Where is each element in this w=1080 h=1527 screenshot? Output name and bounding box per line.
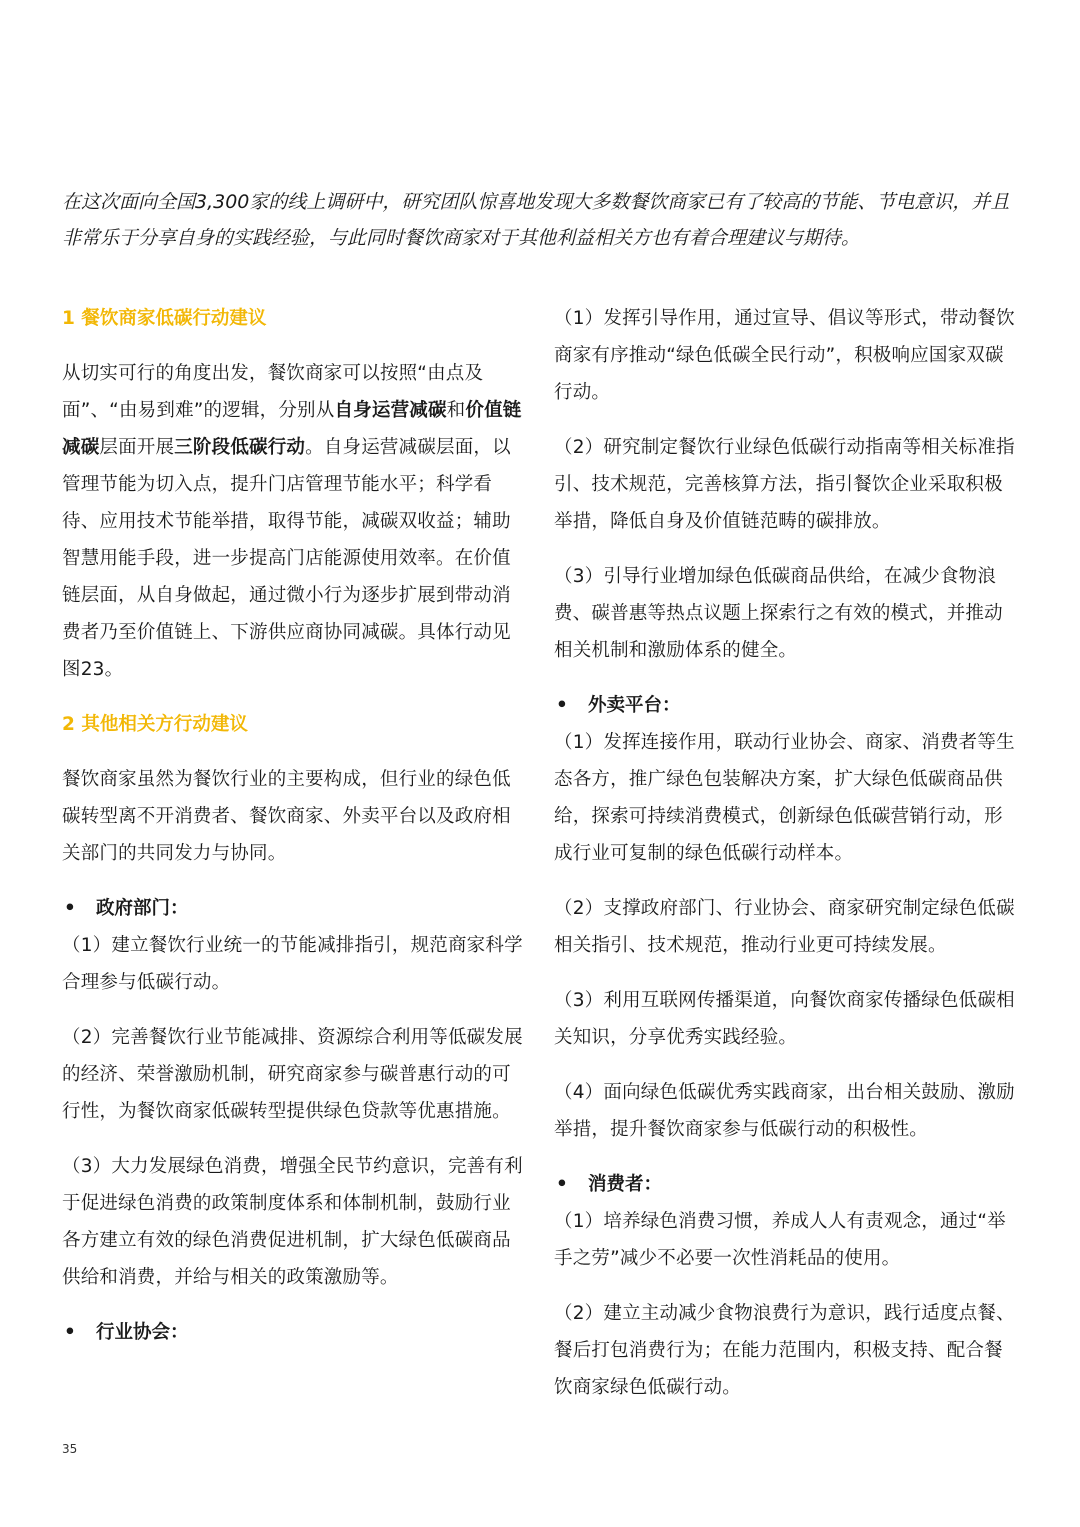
section-1-paragraph: 从切实可行的角度出发，餐饮商家可以按照“由点及面”、“由易到难”的逻辑，分别从自身运营减碳和价值链减碳层面开展三阶段低碳行动。自身运营减碳层面，以管理节能为切入点，提升门店管理节能水平；科学看待、应用技术节能举措，取得节能，减碳双收益；辅助智慧用能手段，进一步提高门店能源使用效率。在价值链层面，从自身做起，通过微小行为逐步扩展到带动消费者乃至价值链上、下游供应商协同减碳。具体行动见图23。 (62, 363, 522, 680)
section-heading-2: 2 其他相关方行动建议 (62, 714, 248, 735)
bullet-dot-icon: • (64, 898, 76, 919)
right-column (554, 300, 1020, 1406)
platform-item-3: （3）利用互联网传播渠道，向餐饮商家传播绿色低碳相关知识，分享优秀实践经验。 (554, 990, 1015, 1048)
government-item-3: （3）大力发展绿色消费，增强全民节约意识，完善有利于促进绿色消费的政策制度体系和体制机制，鼓励行业各方建立有效的绿色消费促进机制，扩大绿色低碳商品供给和消费，并给与相关的政策激励等。 (62, 1156, 523, 1288)
bullet-dot-icon: • (556, 695, 568, 716)
government-item-1: （1）建立餐饮行业统一的节能减排指引，规范商家科学合理参与低碳行动。 (62, 935, 523, 993)
consumer-item-2: （2）建立主动减少食物浪费行为意识，践行适度点餐、餐后打包消费行为；在能力范围内，积极支持、配合餐饮商家绿色低碳行动。 (554, 1303, 1015, 1398)
platform-item-4: （4）面向绿色低碳优秀实践商家，出台相关鼓励、激励举措，提升餐饮商家参与低碳行动的积极性。 (554, 1082, 1015, 1140)
association-item-1: （1）发挥引导作用，通过宣导、倡议等形式，带动餐饮商家有序推动“绿色低碳全民行动”，积极响应国家双碳行动。 (554, 308, 1015, 403)
platform-item-2: （2）支撑政府部门、行业协会、商家研究制定绿色低碳相关指引、技术规范，推动行业更可持续发展。 (554, 898, 1015, 956)
section-2-paragraph: 餐饮商家虽然为餐饮行业的主要构成，但行业的绿色低碳转型离不开消费者、餐饮商家、外卖平台以及政府相关部门的共同发力与协同。 (62, 769, 511, 864)
bullet-dot-icon: • (64, 1322, 76, 1343)
section-heading-1: 1 餐饮商家低碳行动建议 (62, 308, 267, 329)
association-item-2: （2）研究制定餐饮行业绿色低碳行动指南等相关标准指引、技术规范，完善核算方法，指引餐饮企业采取积极举措，降低自身及价值链范畴的碳排放。 (554, 437, 1015, 532)
page-number: 35 (62, 1442, 78, 1456)
platform-item-1: （1）发挥连接作用，联动行业协会、商家、消费者等生态各方，推广绿色包装解决方案，扩大绿色低碳商品供给，探索可持续消费模式，创新绿色低碳营销行动，形成行业可复制的绿色低碳行动样本。 (554, 732, 1015, 864)
consumer-item-1: （1）培养绿色消费习惯，养成人人有责观念，通过“举手之劳”减少不必要一次性消耗品的使用。 (554, 1211, 1006, 1269)
intro-paragraph: 在这次面向全国3,300家的线上调研中，研究团队惊喜地发现大多数餐饮商家已有了较高的节能、节电意识，并且非常乐于分享自身的实践经验，与此同时餐饮商家对于其他利益相关方也有着合理建议与期待。 (62, 191, 1010, 249)
bullet-consumers: • 消费者： (554, 1166, 1020, 1203)
bullet-dot-icon: • (556, 1174, 568, 1195)
left-column (62, 300, 528, 1351)
bullet-industry-association: • 行业协会： (62, 1314, 528, 1351)
government-item-2: （2）完善餐饮行业节能减排、资源综合利用等低碳发展的经济、荣誉激励机制，研究商家参与碳普惠行动的可行性，为餐饮商家低碳转型提供绿色贷款等优惠措施。 (62, 1027, 523, 1122)
bullet-government: • 政府部门： (62, 890, 528, 927)
bullet-delivery-platform: • 外卖平台： (554, 687, 1020, 724)
association-item-3: （3）引导行业增加绿色低碳商品供给，在减少食物浪费、碳普惠等热点议题上探索行之有效的模式，并推动相关机制和激励体系的健全。 (554, 566, 1003, 661)
